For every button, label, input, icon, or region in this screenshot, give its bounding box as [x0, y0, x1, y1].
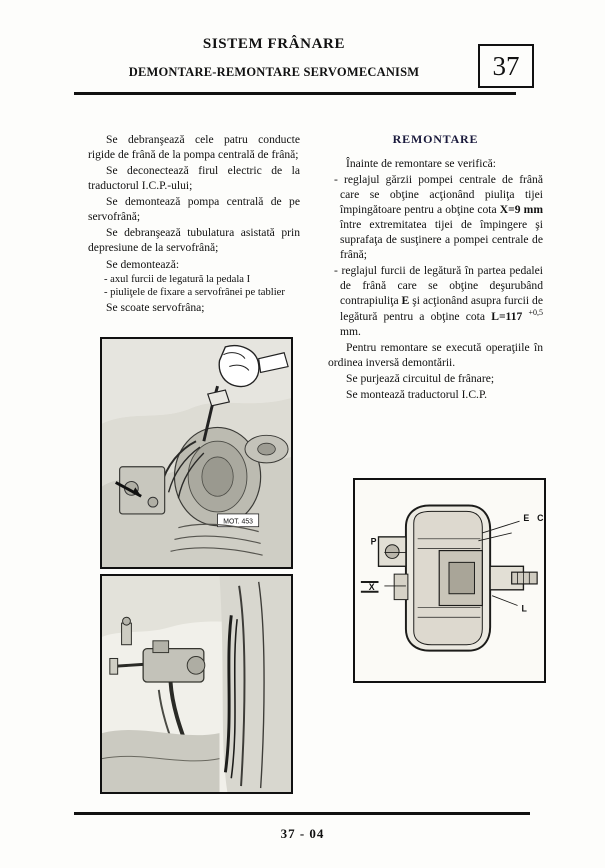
list-item: - axul furcii de legatură la pedala I [104, 273, 251, 285]
paragraph: Se debranşează cele patru conducte rigide de frână de la pompa centrală de frână; [88, 133, 300, 162]
figure-callout-l: L [521, 603, 527, 614]
paragraph: Se scoate servofrâna; [106, 301, 205, 315]
list-item: - piuliţele de fixare a servofrânei pe tablier [104, 287, 285, 299]
paragraph: Pentru remontare se execută operaţiile în ordinea inversă demontării. [328, 341, 543, 370]
chapter-number: 37 [492, 50, 520, 81]
page-subtitle: DEMONTARE-REMONTARE SERVOMECANISM [128, 65, 420, 79]
chapter-number-box [478, 44, 534, 88]
paragraph: Se demontează pompa centrală de pe servofrână; [88, 195, 300, 224]
paragraph: Se montează traductorul I.C.P. [346, 388, 488, 402]
figure-callout-label: MOT. 453 [223, 518, 253, 526]
footer-page-number: 37 - 04 [280, 826, 325, 841]
footer-divider [74, 812, 530, 815]
page-title: SISTEM FRÂNARE [202, 36, 346, 52]
section-title: REMONTARE [392, 132, 479, 146]
figure-servo-section-drawing [353, 478, 546, 683]
left-text-column [88, 132, 300, 316]
paragraph: Se debranşează tubulatura asistată prin depresiune de la servofrână; [88, 226, 300, 255]
figure-servo-brake-engine-bay [100, 337, 293, 569]
paragraph: Se deconectează firul electric de la traductorul I.C.P.-ului; [88, 164, 300, 193]
figure-callout-e: E [523, 513, 530, 524]
figure-callout-p: P [370, 536, 377, 547]
paragraph: - reglajul gărzii pompei centrale de frână care se obţine acţionând piuliţa tijei împingătoare pentru a obţine cota X=9 mm între extremitatea tijei de împingere şi suprafaţa de susţinere a pompei centrale de frână; [334, 172, 543, 261]
servo-section-illustration [355, 480, 544, 681]
paragraph: Se demontează: [106, 257, 180, 271]
header-divider [74, 92, 516, 95]
paragraph: Se purjează circuitul de frânare; [346, 372, 495, 386]
right-text-column [328, 132, 543, 403]
page-header [74, 36, 530, 80]
pedal-linkage-illustration [102, 576, 291, 792]
figure-callout-c: C [537, 513, 544, 524]
paragraph: Înainte de remontare se verifică: [346, 156, 496, 170]
engine-bay-illustration [102, 339, 291, 567]
figure-pedal-linkage [100, 574, 293, 794]
figure-callout-x: X [368, 581, 375, 592]
paragraph: - reglajul furcii de legătură în partea pedalei de frână care se obţine deşurubând contrapiuliţa E şi acţionând asupra furcii de legătură pentru a obţine cota L=117 $^{+0,5}$ mm. [334, 264, 543, 339]
